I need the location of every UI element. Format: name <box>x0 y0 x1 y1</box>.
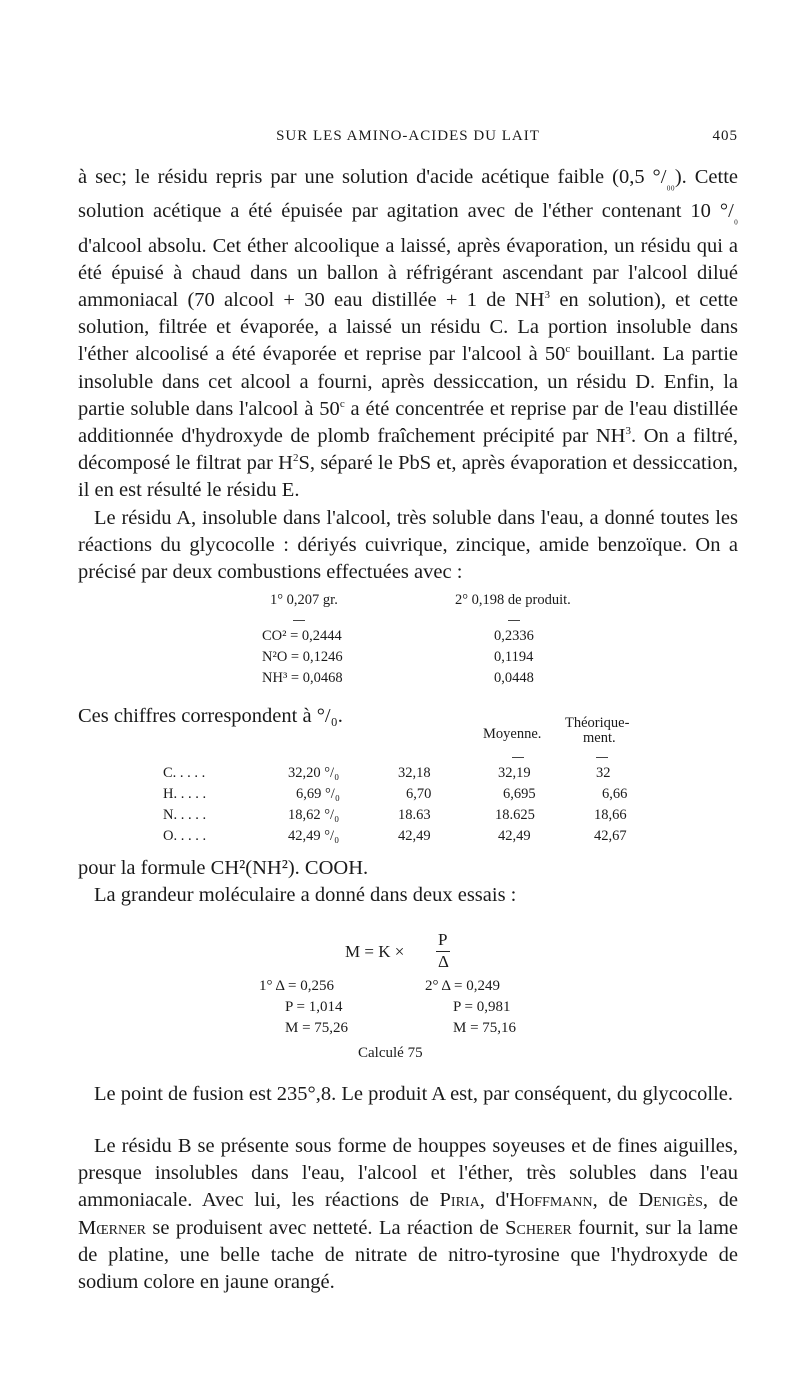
calcule: Calculé 75 <box>358 1045 423 1061</box>
text-run: , d' <box>479 1189 510 1212</box>
combustion-row-value: 0,0448 <box>494 670 534 686</box>
superscript: 2 <box>292 452 299 465</box>
trial2-delta: 2° Δ = 0,249 <box>425 978 500 994</box>
superscript: 3 <box>544 289 551 302</box>
combustion-row-label: N²O = 0,1246 <box>262 649 343 665</box>
value-b: 18.63 <box>398 807 431 823</box>
header-moyenne: Moyenne. <box>483 726 542 742</box>
element-label: H. . . . . <box>163 786 207 802</box>
value-b: 32,18 <box>398 765 431 781</box>
value-theorique: 18,66 <box>594 807 627 823</box>
paragraph-glycocolle: Le résidu A, insoluble dans l'alcool, très soluble dans l'eau, a donné toutes les réactions du glycocolle : dériyés cuivrique, zincique, amide benzoïque. On a précisé par deux combustions effectuées avec : <box>78 506 738 584</box>
trial2-m: M = 75,16 <box>453 1020 517 1036</box>
author-name: Mœrner <box>78 1216 147 1239</box>
molecular-trials <box>0 978 800 1068</box>
text-run: , de <box>592 1189 639 1212</box>
value-moyenne: 6,695 <box>503 786 536 802</box>
combustion-header-2: 2° 0,198 de produit. <box>455 592 571 608</box>
author-name: Hoffmann <box>509 1189 593 1212</box>
subscript: ₀ <box>733 211 738 226</box>
combustion-row-label: NH³ = 0,0468 <box>262 670 343 686</box>
text-run: fournit, sur la lame de platine, une belle tache de nitrate de nitro-tyrosine que l'hydroxyde de sodium colore en jaune orangé. <box>78 1216 738 1294</box>
header-theorique: Théorique- <box>565 715 630 731</box>
molecular-equation <box>345 930 485 980</box>
percent-intro: Ces chiffres correspondent à °/₀. <box>78 705 343 727</box>
equation-left: M = K × <box>345 942 405 961</box>
combustion-row-value: 0,1194 <box>494 649 534 665</box>
value-theorique: 32 <box>596 765 611 781</box>
text-run: d'alcool absolu. Cet éther alcoolique a laissé, après évaporation, un résidu qui a été épuisé à chaud dans un ballon à réfrigérant ascendant par l'alcool dilué ammoniacal (70 alcool + 30 eau distillée + 1 de NH <box>78 234 738 311</box>
dash <box>512 757 524 758</box>
element-label: O. . . . . <box>163 828 207 844</box>
combustion-row-label: CO² = 0,2444 <box>262 628 342 644</box>
percent-table <box>0 715 800 855</box>
value-moyenne: 32,19 <box>498 765 531 781</box>
text-run: se produisent avec netteté. La réaction de <box>146 1216 506 1239</box>
paragraph-residues <box>78 164 738 586</box>
value-b: 42,49 <box>398 828 431 844</box>
paragraph-residu-b <box>78 1133 738 1296</box>
paragraph-fusion: Le point de fusion est 235°,8. Le produit A est, par conséquent, du glycocolle. <box>94 1083 734 1105</box>
value-moyenne: 18.625 <box>495 807 535 823</box>
value-a: 6,69 °/₀ <box>296 786 340 802</box>
value-a: 18,62 °/₀ <box>288 807 340 823</box>
value-theorique: 42,67 <box>594 828 627 844</box>
text-run: en solution), et cette solution, filtrée et évaporée, a laissé un résidu C. La portion insoluble dans l'éther alcoolisé a été évaporée et reprise par l'alcool à 50 <box>78 289 738 366</box>
trial2-p: P = 0,981 <box>453 999 511 1015</box>
equation-numerator: P <box>438 930 448 949</box>
element-label: N. . . . . <box>163 807 207 823</box>
text-run: ). Cette solution acétique a été épuisée par agitation avec de l'éther contenant 10 °/ <box>78 166 738 223</box>
value-moyenne: 42,49 <box>498 828 531 844</box>
formula-line: pour la formule CH²(NH²). COOH. <box>78 857 369 879</box>
value-b: 6,70 <box>406 786 432 802</box>
superscript: 3 <box>625 425 631 438</box>
text-run: . On a filtré, décomposé le filtrat par H <box>78 425 739 475</box>
dash <box>508 620 520 621</box>
value-a: 32,20 °/₀ <box>288 765 340 781</box>
superscript: c <box>339 397 345 410</box>
value-theorique: 6,66 <box>602 786 628 802</box>
dash <box>596 757 608 758</box>
value-a: 42,49 °/₀ <box>288 828 340 844</box>
trial1-delta: 1° Δ = 0,256 <box>259 978 334 994</box>
molecular-intro: La grandeur moléculaire a donné dans deux essais : <box>94 884 517 906</box>
trial1-p: P = 1,014 <box>285 999 343 1015</box>
text-run: à sec; le résidu repris par une solution d'acide acétique faible (0,5 °/ <box>78 166 667 188</box>
text-run: Le résidu B se présente sous forme de houppes soyeuses et de fines aiguilles, presque insolubles dans l'eau, l'alcool et l'éther, très solubles dans l'eau ammoniacale. Avec lui, les réactions de <box>78 1135 738 1212</box>
text-run: , de <box>702 1189 738 1212</box>
text-run: a été concentrée et reprise par de l'eau distillée additionnée d'hydroxyde de plomb fraîchement précipité par NH <box>78 397 738 448</box>
author-name: Scherer <box>505 1216 572 1239</box>
superscript: c <box>565 343 571 356</box>
combustion-header-1: 1° 0,207 gr. <box>270 592 338 608</box>
combustion-table <box>0 592 800 692</box>
author-name: Denigès <box>638 1189 703 1212</box>
running-title: SUR LES AMINO-ACIDES DU LAIT <box>276 128 540 144</box>
trial1-m: M = 75,26 <box>285 1020 349 1036</box>
subscript: ₀₀ <box>666 177 675 192</box>
element-label: C. . . . . <box>163 765 206 781</box>
dash <box>293 620 305 621</box>
page-number: 405 <box>712 128 738 144</box>
text-run: bouillant. La partie insoluble dans cet alcool a fourni, après dessiccation, un résidu D. Enfin, la partie soluble dans l'alcool à 50 <box>78 343 738 420</box>
equation-denominator: Δ <box>438 952 449 971</box>
text-run: S, séparé le PbS et, après évaporation et dessiccation, il en est résulté le résidu E. <box>78 452 738 502</box>
combustion-row-value: 0,2336 <box>494 628 534 644</box>
author-name: Piria <box>439 1189 480 1212</box>
header-theorique-2: ment. <box>583 730 616 746</box>
